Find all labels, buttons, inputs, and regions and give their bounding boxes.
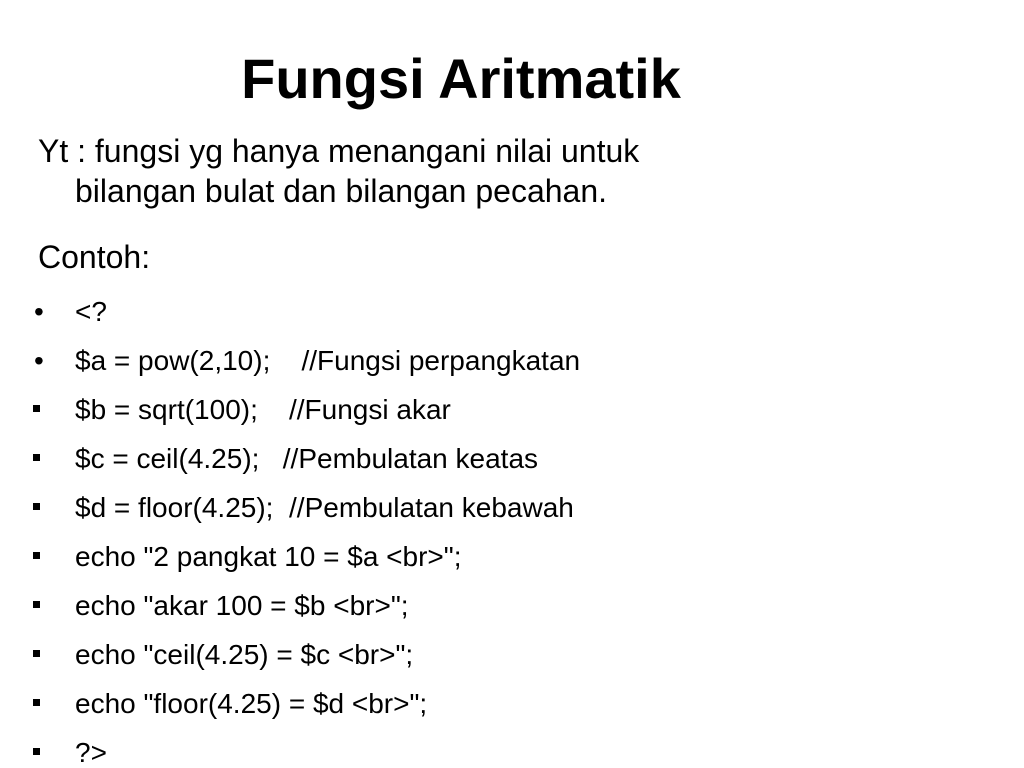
list-item bbox=[0, 684, 1024, 724]
list-item bbox=[0, 586, 1024, 626]
intro-line-1: Yt : fungsi yg hanya menangani nilai untuk bbox=[38, 133, 640, 169]
list-item-text: echo "floor(4.25) = $d <br>"; bbox=[75, 688, 428, 719]
bullet-square-icon bbox=[33, 503, 40, 510]
bullet-square-icon bbox=[33, 601, 40, 608]
list-item-text: ?> bbox=[75, 737, 107, 768]
slide-title: Fungsi Aritmatik bbox=[241, 47, 681, 110]
list-item-text: $b = sqrt(100); //Fungsi akar bbox=[75, 394, 451, 425]
list-item bbox=[0, 635, 1024, 675]
list-item-text: echo "2 pangkat 10 = $a <br>"; bbox=[75, 541, 462, 572]
list-item-text: $d = floor(4.25); //Pembulatan kebawah bbox=[75, 492, 574, 523]
list-item bbox=[0, 341, 1024, 381]
list-item bbox=[0, 390, 1024, 430]
list-item-text: <? bbox=[75, 296, 107, 327]
list-item bbox=[0, 439, 1024, 479]
list-item bbox=[0, 488, 1024, 528]
list-item bbox=[0, 292, 1024, 332]
list-item-text: $c = ceil(4.25); //Pembulatan keatas bbox=[75, 443, 539, 474]
bullet-square-icon bbox=[33, 699, 40, 706]
bullet-square-icon bbox=[33, 552, 40, 559]
example-label: Contoh: bbox=[38, 239, 151, 275]
bullet-dot-icon: • bbox=[34, 296, 44, 327]
bullet-square-icon bbox=[33, 405, 40, 412]
bullet-square-icon bbox=[33, 650, 40, 657]
list-item bbox=[0, 733, 1024, 768]
bullet-square-icon bbox=[33, 454, 40, 461]
bullet-dot-icon: • bbox=[34, 345, 44, 376]
list-item-text: echo "akar 100 = $b <br>"; bbox=[75, 590, 409, 621]
bullet-square-icon bbox=[33, 748, 40, 755]
list-item-text: echo "ceil(4.25) = $c <br>"; bbox=[75, 639, 414, 670]
intro-paragraph bbox=[38, 131, 639, 211]
list-item-text: $a = pow(2,10); //Fungsi perpangkatan bbox=[75, 345, 581, 376]
list-item bbox=[0, 537, 1024, 577]
intro-line-2: bilangan bulat dan bilangan pecahan. bbox=[75, 173, 608, 209]
